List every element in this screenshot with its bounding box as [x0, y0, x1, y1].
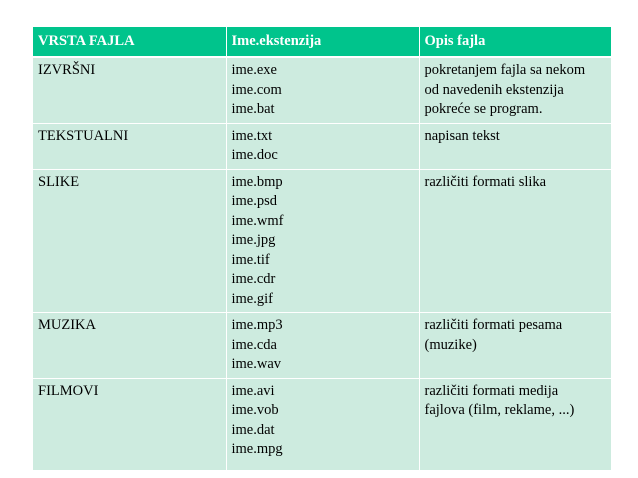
header-row: [33, 27, 611, 57]
extension-item: ime.bmp: [231, 173, 283, 190]
table-row: [33, 169, 611, 313]
description-line: pokreće se program.: [424, 101, 543, 117]
extension-item: ime.bat: [231, 101, 275, 117]
extension-item: ime.tif: [231, 251, 270, 268]
extension-item: ime.cdr: [231, 271, 276, 287]
cell-file-type: [33, 378, 226, 470]
cell-extensions: [226, 169, 419, 313]
header-extension: Ime.ekstenzija: [226, 27, 419, 57]
extension-item: ime.psd: [231, 193, 278, 209]
extension-item: ime.mpg: [231, 441, 283, 457]
extension-item: ime.gif: [231, 290, 273, 307]
description-line: (muzike): [424, 336, 477, 353]
cell-extensions: [226, 313, 419, 379]
description-line: fajlova (film, reklame, ...): [424, 402, 575, 418]
extension-item: ime.cda: [231, 336, 277, 353]
cell-extensions: [226, 378, 419, 470]
extension-item: ime.jpg: [231, 232, 276, 248]
table-row: [33, 378, 611, 470]
file-type-label: IZVRŠNI: [38, 62, 96, 78]
extension-item: ime.exe: [231, 62, 277, 78]
header-file-type: VRSTA FAJLA: [33, 27, 226, 57]
cell-file-type: [33, 57, 226, 123]
file-type-label: SLIKE: [38, 173, 80, 190]
cell-description: [419, 169, 611, 313]
cell-file-type: [33, 313, 226, 379]
table-row: [33, 57, 611, 123]
cell-file-type: [33, 169, 226, 313]
file-type-label: MUZIKA: [38, 317, 96, 333]
description-line: različiti formati medija: [424, 382, 559, 399]
extension-item: ime.mp3: [231, 317, 283, 333]
description-line: od navedenih ekstenzija: [424, 81, 564, 98]
table-row: [33, 123, 611, 169]
extension-item: ime.wmf: [231, 212, 284, 229]
extension-item: ime.doc: [231, 147, 278, 163]
cell-description: [419, 57, 611, 123]
table-row: [33, 313, 611, 379]
cell-extensions: [226, 123, 419, 169]
cell-description: [419, 313, 611, 379]
file-type-label: FILMOVI: [38, 382, 99, 399]
cell-description: [419, 123, 611, 169]
extension-item: ime.wav: [231, 356, 282, 372]
description-line: napisan tekst: [424, 127, 500, 144]
extension-item: ime.vob: [231, 402, 279, 418]
extension-item: ime.com: [231, 81, 282, 98]
header-description: Opis fajla: [419, 27, 611, 57]
extension-item: ime.txt: [231, 127, 273, 144]
cell-file-type: [33, 123, 226, 169]
extension-item: ime.avi: [231, 382, 275, 399]
file-types-table: [33, 27, 611, 471]
description-line: različiti formati pesama: [424, 317, 563, 333]
file-type-label: TEKSTUALNI: [38, 127, 129, 144]
description-line: pokretanjem fajla sa nekom: [424, 62, 586, 78]
cell-description: [419, 378, 611, 470]
description-line: različiti formati slika: [424, 173, 547, 190]
cell-extensions: [226, 57, 419, 123]
extension-item: ime.dat: [231, 421, 275, 438]
